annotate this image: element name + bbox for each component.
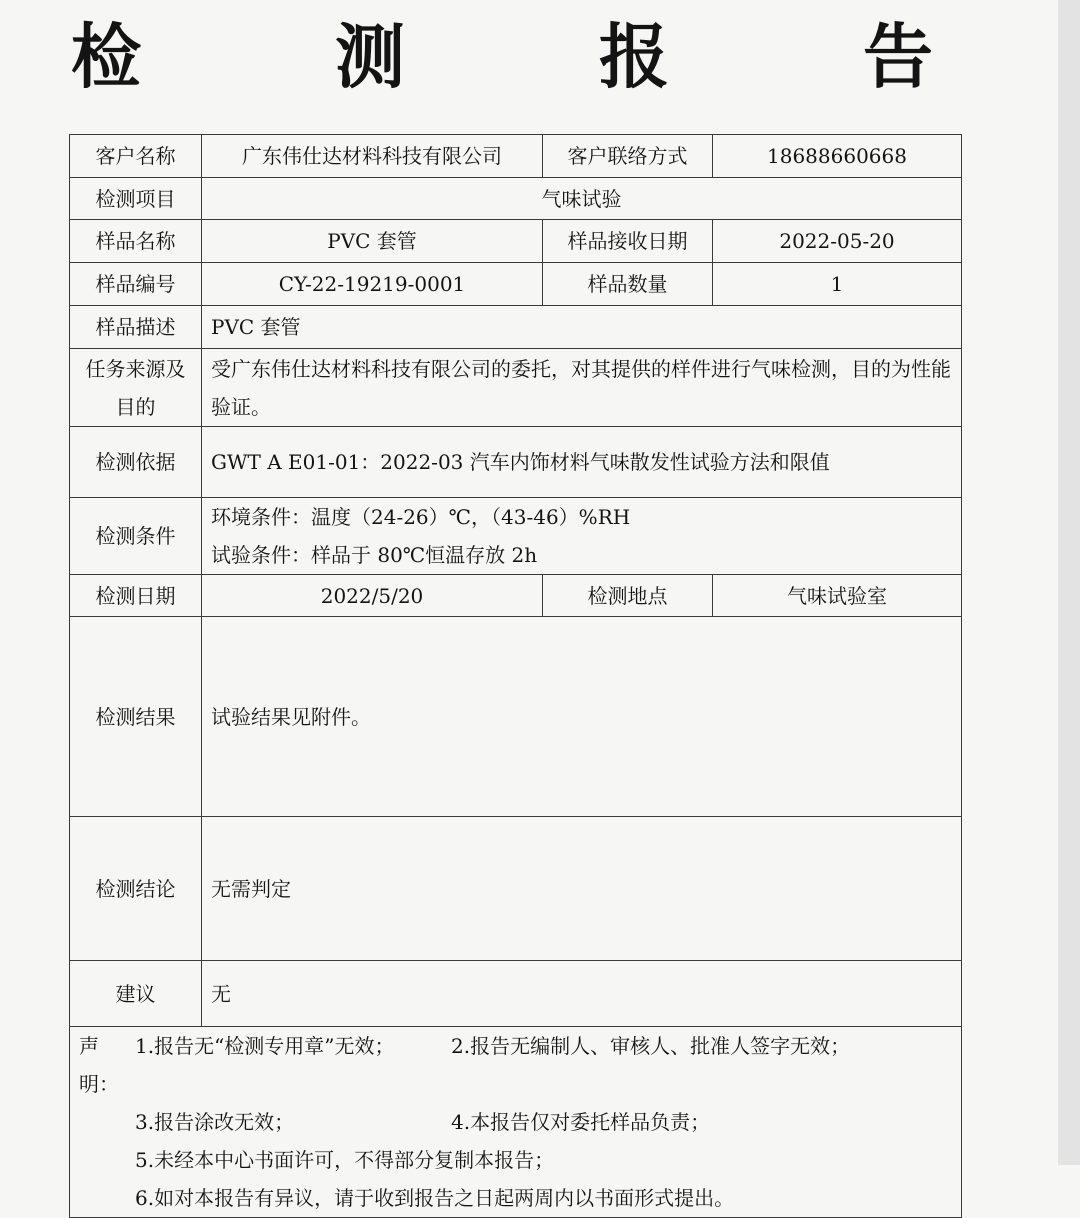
sample-no-label: 样品编号 [70, 263, 202, 306]
statement-line-1 [79, 1027, 952, 1103]
row-customer [70, 135, 962, 178]
row-conditions [70, 498, 962, 575]
conditions-test: 试验条件：样品于 80℃恒温存放 2h [211, 543, 538, 567]
row-sample-name [70, 220, 962, 263]
statement-item-5: 5.未经本中心书面许可，不得部分复制本报告； [135, 1148, 555, 1172]
conclusion-label: 检测结论 [70, 817, 202, 961]
row-result [70, 617, 962, 817]
row-suggestion [70, 961, 962, 1027]
page-edge-strip [1058, 0, 1080, 1165]
report-table [69, 134, 962, 1218]
task-source-value: 受广东伟仕达材料科技有限公司的委托，对其提供的样件进行气味检测，目的为性能验证。 [202, 349, 962, 427]
row-statement [70, 1027, 962, 1218]
location-value: 气味试验室 [713, 575, 962, 617]
row-basis [70, 427, 962, 498]
conditions-label: 检测条件 [70, 498, 202, 575]
row-conclusion [70, 817, 962, 961]
basis-label: 检测依据 [70, 427, 202, 498]
statement-line-3 [79, 1141, 952, 1179]
receive-date-value: 2022-05-20 [713, 220, 962, 263]
report-title: 检 测 报 告 [71, 16, 995, 98]
statement-line-2 [79, 1103, 952, 1141]
statement-line-4 [79, 1179, 952, 1217]
sample-name-label: 样品名称 [70, 220, 202, 263]
test-item-label: 检测项目 [70, 178, 202, 220]
row-test-date [70, 575, 962, 617]
customer-name-value: 广东伟仕达材料科技有限公司 [202, 135, 543, 178]
receive-date-label: 样品接收日期 [543, 220, 713, 263]
conditions-env: 环境条件：温度（24-26）℃，（43-46）%RH [211, 505, 631, 529]
test-item-value: 气味试验 [202, 178, 962, 220]
contact-value: 18688660668 [713, 135, 962, 178]
row-task-source [70, 349, 962, 427]
row-test-item [70, 178, 962, 220]
suggestion-label: 建议 [70, 961, 202, 1027]
statement-item-1: 1.报告无“检测专用章”无效； [135, 1034, 395, 1058]
conditions-value [202, 498, 962, 575]
statement-item-3: 3.报告涂改无效； [135, 1110, 295, 1134]
task-source-label: 任务来源及目的 [70, 349, 202, 427]
suggestion-value: 无 [202, 961, 962, 1027]
statement-lead: 声明： [79, 1034, 119, 1096]
statement-item-2: 2.报告无编制人、审核人、批准人签字无效； [451, 1034, 851, 1058]
sample-qty-label: 样品数量 [543, 263, 713, 306]
test-date-value: 2022/5/20 [202, 575, 543, 617]
sample-desc-label: 样品描述 [70, 306, 202, 349]
row-sample-no [70, 263, 962, 306]
statement-item-4: 4.本报告仅对委托样品负责； [451, 1110, 711, 1134]
conclusion-value: 无需判定 [202, 817, 962, 961]
sample-no-value: CY-22-19219-0001 [202, 263, 543, 306]
test-date-label: 检测日期 [70, 575, 202, 617]
row-sample-desc [70, 306, 962, 349]
sample-qty-value: 1 [713, 263, 962, 306]
customer-name-label: 客户名称 [70, 135, 202, 178]
result-label: 检测结果 [70, 617, 202, 817]
sample-desc-value: PVC 套管 [202, 306, 962, 349]
contact-label: 客户联络方式 [543, 135, 713, 178]
location-label: 检测地点 [543, 575, 713, 617]
statement-item-6: 6.如对本报告有异议，请于收到报告之日起两周内以书面形式提出。 [135, 1186, 735, 1210]
sample-name-value: PVC 套管 [202, 220, 543, 263]
result-value: 试验结果见附件。 [202, 617, 962, 817]
basis-value: GWT A E01-01：2022-03 汽车内饰材料气味散发性试验方法和限值 [202, 427, 962, 498]
statement [70, 1027, 962, 1218]
